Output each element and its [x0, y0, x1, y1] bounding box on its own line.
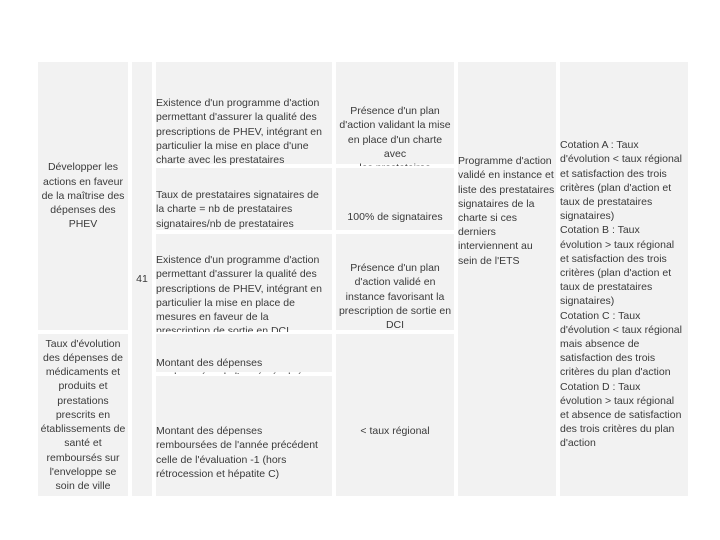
target-text: < taux régional: [360, 425, 430, 438]
indicator-cell: [154, 60, 334, 166]
objective-cell: [36, 60, 130, 332]
indicator-cell: [154, 332, 334, 374]
row-number: 41: [136, 273, 148, 285]
row-number-cell: [130, 60, 154, 498]
target-text: Présence d'un plan d'action validant la mise en place d'un charte avec: [339, 105, 451, 160]
indicator-text: Montant des dépenses remboursées de l'année précédent celle de l'évaluation -1 (hors rétrocession et hépatite C): [156, 425, 318, 480]
indicator-text: Taux de prestataires signataires de la charte = nb de prestataires signataires/nb de prestataires: [156, 189, 319, 230]
objective-indicator-text: Taux d'évolution des dépenses de médicaments et produits et prestations prescrits en établissements de santé et remboursés sur l'enveloppe se soin de ville: [40, 337, 126, 492]
target-cell: [334, 60, 456, 166]
target-cell: [334, 232, 456, 332]
objective-text: Développer les actions en faveur de la maîtrise des dépenses des PHEV: [41, 161, 125, 231]
evidence-text: Programme d'action validé en instance et liste des prestataires signataires de la charte si ces derniers interviennent au sein de l'ETS: [458, 155, 555, 267]
target-cell: [334, 332, 456, 498]
evidence-cell: [456, 60, 558, 498]
scoring-text: Cotation A : Taux d'évolution < taux régional et satisfaction des trois critères (plan d'action et taux de prestataires signataires) Cotation B : Taux évolution > taux régional et satisfaction des trois critères (plan d'action et taux de prestataires signataires) Cotation C : Taux d'évolution < taux régional mais absence de satisfaction des trois critères du plan d'action Cotation D : Taux évolution > taux régional et absence de satisfaction des trois critères du plan d'action: [560, 139, 682, 450]
objective-indicator-cell: [36, 332, 130, 498]
indicator-cell: [154, 232, 334, 332]
indicator-cell: [154, 166, 334, 232]
target-cell: [334, 166, 456, 232]
target-text: 100% de signataires: [347, 211, 443, 224]
target-text: Présence d'un plan d'action validé en instance favorisant la prescription de sortie en DCI: [338, 262, 452, 332]
indicator-text: Montant des dépenses: [156, 357, 263, 370]
indicator-table: [36, 60, 690, 498]
scoring-cell: [558, 60, 690, 498]
indicator-text: Existence d'un programme d'action permettant d'assurer la qualité des prescriptions de PHEV, intégrant en particulier la mise en place de mesures en faveur de la: [156, 254, 322, 324]
indicator-text: Existence d'un programme d'action permettant d'assurer la qualité des prescriptions de PHEV, intégrant en particulier la mise en place d'une charte avec les prestataires: [156, 97, 322, 167]
indicator-cell: [154, 374, 334, 498]
